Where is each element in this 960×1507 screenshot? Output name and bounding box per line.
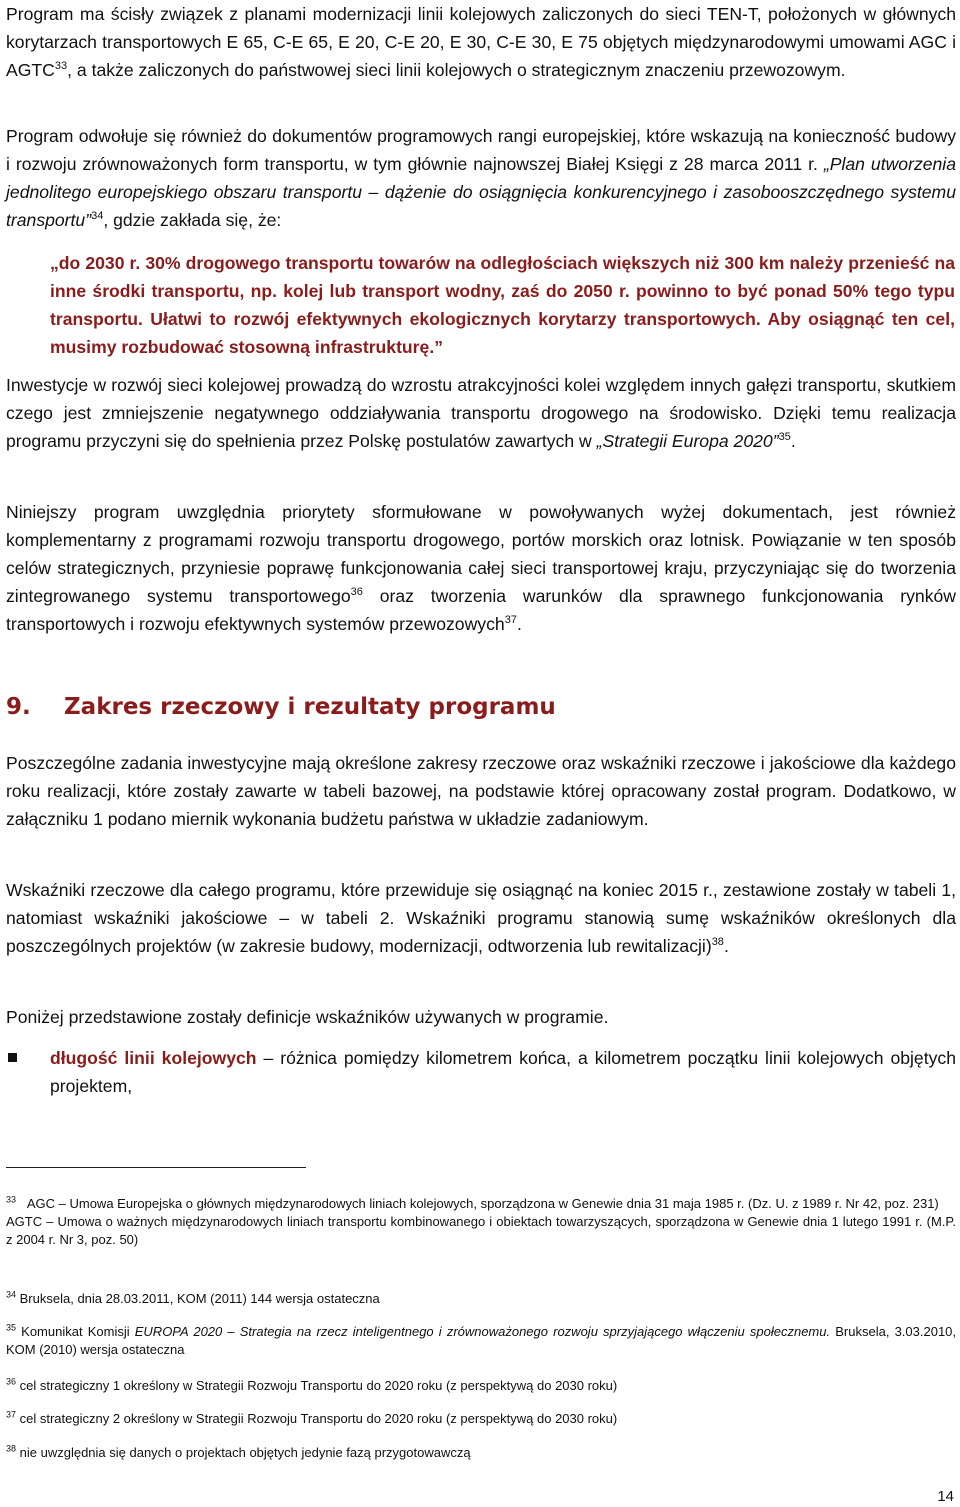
bullet-text [50,1044,956,1100]
footnote-number: 34 [6,1289,17,1300]
footnote-text: AGC – Umowa Europejska o głównych międzynarodowych liniach kolejowych, sporządzona w Genewie dnia 31 maja 1985 r. (Dz. U. z 1989 r. Nr 42, poz. 231) [26,1196,939,1211]
footnote-37 [6,1410,956,1428]
paragraph-text: . [790,431,796,451]
bullet-definition: – różnica pomiędzy kilometrem końca, a kilometrem początku linii kolejowych objętych projektem, [50,1048,956,1096]
strategy-title: „Strategii Europa 2020” [596,431,779,451]
footnote-text: Komunikat Komisji [21,1324,135,1339]
bullet-term: długość linii kolejowych [50,1048,257,1068]
footnote-number: 37 [6,1409,17,1420]
footnote-ref-35[interactable]: 35 [778,431,791,444]
footnote-ref-36[interactable]: 36 [350,586,363,599]
footnote-number: 36 [6,1376,17,1387]
footnote-ref-38[interactable]: 38 [711,936,724,949]
section-number: 9. [6,694,31,720]
footnote-38 [6,1444,956,1462]
footnote-text: cel strategiczny 2 określony w Strategii Rozwoju Transportu do 2020 roku (z perspektywą do 2030 roku) [19,1411,618,1426]
footnote-text: cel strategiczny 1 określony w Strategii Rozwoju Transportu do 2020 roku (z perspektywą do 2030 roku) [19,1378,618,1393]
paragraph-text: Wskaźniki rzeczowe dla całego programu, które przewiduje się osiągnąć na koniec 2015 r., zestawione zostały w tabeli 1, natomiast wskaźniki jakościowe – w tabeli 2. Wskaźniki programu stanowią sumę wskaźników określonych dla poszczególnych projektów (w zakresie budowy, modernizacji, odtworzenia lub rewitalizacji) [6,880,956,956]
footnote-text: nie uwzględnia się danych o projektach objętych jedynie fazą przygotowawczą [19,1445,471,1460]
footnote-33 [6,1195,956,1249]
paragraph-text: Niniejszy program uwzględnia priorytety sformułowane w powoływanych wyżej dokumentach, jest również komplementarny z programami rozwoju transportu drogowego, portów morskich oraz lotnisk. Powiązanie w ten sposób celów strategicznych, przyniesie poprawę funkcjonowania całej sieci transportowej kraju, przyczyniając się do tworzenia zintegrowanego systemu transportowego [6,502,956,606]
paragraph-tasks: Poszczególne zadania inwestycyjne mają określone zakresy rzeczowe oraz wskaźniki rzeczowe i jakościowe dla każdego roku realizacji, które zostały zawarte w tabeli bazowej, na podstawie której opracowany został program. Dodatkowo, w załączniku 1 podano miernik wykonania budżetu państwa w układzie zadaniowym. [6,753,956,829]
footnote-text: AGTC – Umowa o ważnych międzynarodowych liniach transportu kombinowanego i obiektach towarzyszących, sporządzona w Genewie dnia 1 lutego 1991 r. (M.P. z 2004 r. Nr 3, poz. 50) [6,1214,956,1247]
paragraph-investments [6,371,956,455]
footnote-separator [6,1167,306,1168]
section-title: Zakres rzeczowy i rezultaty programu [64,694,556,720]
paragraph-priorities [6,498,956,638]
paragraph-indicators [6,876,956,960]
footnote-number: 38 [6,1443,17,1454]
footnote-35 [6,1323,956,1359]
footnote-34 [6,1290,956,1308]
page-number: 14 [937,1488,954,1505]
footnote-ref-33[interactable]: 33 [54,60,68,73]
paragraph-text: . [723,936,729,956]
footnote-text: Bruksela, 3.03.2010, KOM (2010) wersja ostateczna [6,1324,957,1357]
paragraph-text: , a także zaliczonych do państwowej sieci linii kolejowych o strategicznym znaczeniu przewozowym. [67,60,846,80]
bullet-item [6,1044,956,1100]
white-paper-title: „Plan utworzenia jednolitego europejskiego obszaru transportu – dążenie do osiągnięcia konkurencyjnego i zasobooszczędnego systemu transportu” [6,154,957,230]
paragraph-text: . [516,614,522,634]
footnote-italic-text: EUROPA 2020 – Strategia na rzecz inteligentnego i zrównoważonego rozwoju sprzyjającego włączeniu społecznemu. [134,1324,831,1339]
paragraph-ten-t [6,0,956,84]
paragraph-white-paper [6,122,956,234]
paragraph-text: Program odwołuje się również do dokumentów programowych rangi europejskiej, które wskazują na konieczność budowy i rozwoju zrównoważonych form transportu, w tym głównie najnowszej Białej Księgi z 28 marca 2011 r. [6,126,956,174]
paragraph-text: Program ma ścisły związek z planami modernizacji linii kolejowych zaliczonych do sieci TEN-T, położonych w głównych korytarzach transportowych E 65, C-E 65, E 20, C-E 20, E 30, C-E 30, E 75 objętych międzynarodowymi umowami AGC i AGTC [6,4,956,80]
paragraph-definitions-intro: Poniżej przedstawione zostały definicje wskaźników używanych w programie. [6,1007,609,1027]
square-bullet-icon [8,1053,17,1062]
footnote-number: 35 [6,1322,17,1333]
footnote-text: Bruksela, dnia 28.03.2011, KOM (2011) 144 wersja ostateczna [19,1291,380,1306]
paragraph-text: oraz tworzenia warunków dla sprawnego funkcjonowania rynków transportowych i rozwoju efektywnych systemów przewozowych [6,586,956,634]
footnote-ref-37[interactable]: 37 [504,614,517,627]
paragraph-text: Inwestycje w rozwój sieci kolejowej prowadzą do wzrostu atrakcyjności kolei względem innych gałęzi transportu, skutkiem czego jest zmniejszenie negatywnego oddziaływania transportu drogowego na środowisko. Dzięki temu realizacja programu przyczyni się do spełnienia przez Polskę postulatów zawartych w [6,375,956,451]
footnote-ref-34[interactable]: 34 [91,210,104,223]
footnote-number: 33 [6,1194,17,1205]
footnote-36 [6,1377,956,1395]
section-heading [6,694,556,720]
white-paper-quote: „do 2030 r. 30% drogowego transportu towarów na odległościach większych niż 300 km należy przenieść na inne środki transportu, np. kolej lub transport wodny, zaś do 2050 r. powinno to być ponad 50% tego typu transportu. Ułatwi to rozwój efektywnych ekologicznych korytarzy transportowych. Aby osiągnąć ten cel, musimy rozbudować stosowną infrastrukturę.” [50,253,955,357]
paragraph-text: , gdzie zakłada się, że: [103,210,282,230]
